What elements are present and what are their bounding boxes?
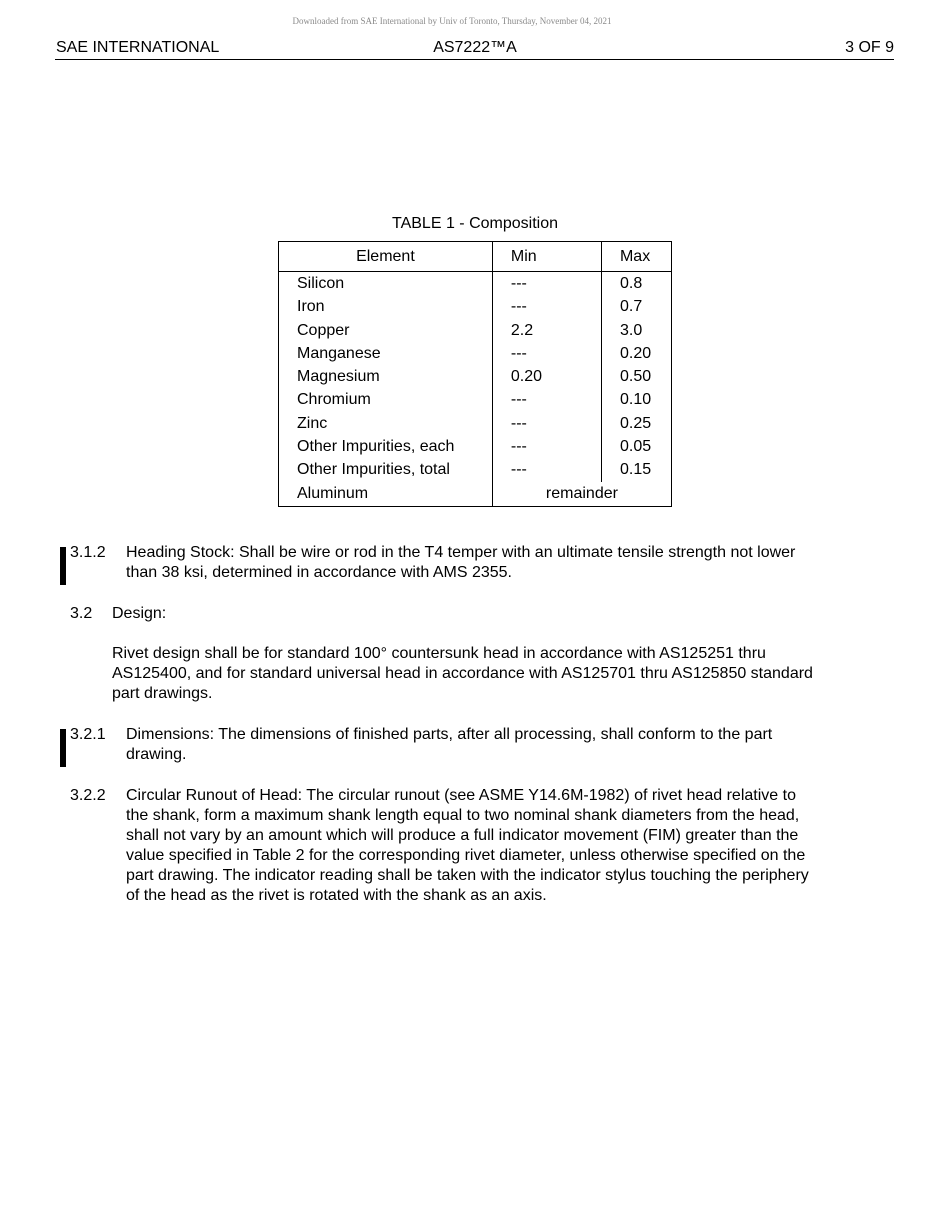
cell-min: ---	[492, 388, 601, 411]
column-header-min: Min	[492, 242, 601, 272]
cell-element: Magnesium	[297, 368, 380, 386]
cell-min: ---	[492, 342, 601, 365]
section-text-line: the shank, form a maximum shank length equal to two nominal shank diameters from the head,	[126, 807, 800, 824]
cell-element: Other Impurities, each	[297, 438, 455, 456]
header-organization: SAE INTERNATIONAL	[56, 39, 220, 56]
table-row	[279, 435, 672, 458]
table-row	[279, 458, 672, 481]
table-row	[279, 342, 672, 365]
section-text-line: value specified in Table 2 for the corresponding rivet diameter, unless otherwise specified on the	[126, 847, 806, 864]
cell-min: 2.2	[492, 319, 601, 342]
section-title: Design:	[112, 605, 167, 622]
header-document-id: AS7222™A	[433, 39, 517, 56]
cell-min: 0.20	[492, 365, 601, 388]
section-number: 3.2.1	[70, 726, 106, 743]
cell-max: 3.0	[601, 319, 671, 342]
section-number: 3.2	[70, 605, 93, 622]
section-number: 3.2.2	[70, 787, 106, 804]
section-text-line: part drawings.	[112, 685, 213, 702]
column-header-element: Element	[279, 242, 493, 272]
section-text-line: than 38 ksi, determined in accordance with AMS 2355.	[126, 564, 512, 581]
cell-element: Other Impurities, total	[297, 461, 450, 479]
cell-max: 0.10	[601, 388, 671, 411]
cell-min: ---	[492, 435, 601, 458]
section-text-line: of the head as the rivet is rotated with the shank as an axis.	[126, 887, 547, 904]
cell-element: Copper	[297, 321, 350, 339]
composition-table	[278, 241, 672, 507]
table-row	[279, 388, 672, 411]
cell-element: Aluminum	[297, 485, 369, 503]
cell-min: ---	[492, 272, 601, 296]
section-number: 3.1.2	[70, 544, 106, 561]
cell-element: Manganese	[297, 344, 381, 362]
table-row	[279, 412, 672, 435]
header-divider	[55, 59, 894, 60]
section-text-line: drawing.	[126, 746, 187, 763]
cell-max: 0.8	[601, 272, 671, 296]
table-row	[279, 295, 672, 318]
cell-element: Chromium	[297, 391, 371, 409]
cell-min: ---	[492, 412, 601, 435]
cell-min: ---	[492, 295, 601, 318]
cell-max: 0.7	[601, 295, 671, 318]
cell-min: ---	[492, 458, 601, 481]
section-text-line: Circular Runout of Head: The circular runout (see ASME Y14.6M-1982) of rivet head relative to	[126, 787, 796, 804]
section-text-line: part drawing. The indicator reading shall be taken with the indicator stylus touching the periphery	[126, 867, 809, 884]
revision-bar	[60, 729, 66, 767]
section-text-line: AS125400, and for standard universal head in accordance with AS125701 thru AS125850 standard	[112, 665, 813, 682]
cell-max: 0.50	[601, 365, 671, 388]
table-row	[279, 365, 672, 388]
section-text-line: shall not vary by an amount which will produce a full indicator movement (FIM) greater than the	[126, 827, 799, 844]
download-watermark: Downloaded from SAE International by Univ of Toronto, Thursday, November 04, 2021	[292, 16, 612, 26]
section-text-line: Heading Stock: Shall be wire or rod in the T4 temper with an ultimate tensile strength not lower	[126, 544, 796, 561]
cell-max: 0.25	[601, 412, 671, 435]
section-text-line: Rivet design shall be for standard 100° countersunk head in accordance with AS125251 thru	[112, 645, 766, 662]
section-text-line: Dimensions: The dimensions of finished parts, after all processing, shall conform to the part	[126, 726, 773, 743]
revision-bar	[60, 547, 66, 585]
cell-max: 0.05	[601, 435, 671, 458]
cell-element: Zinc	[297, 414, 328, 432]
cell-element: Iron	[297, 298, 325, 316]
table-row-aluminum	[279, 482, 672, 507]
table-1-title: TABLE 1 - Composition	[392, 215, 558, 232]
table-header-row	[279, 242, 672, 272]
cell-element: Silicon	[297, 275, 345, 292]
table-row	[279, 319, 672, 342]
header-page-number: 3 OF 9	[845, 39, 894, 56]
cell-max: 0.20	[601, 342, 671, 365]
cell-remainder: remainder	[492, 482, 671, 507]
cell-max: 0.15	[601, 458, 671, 481]
column-header-max: Max	[601, 242, 671, 272]
table-row	[279, 272, 672, 296]
